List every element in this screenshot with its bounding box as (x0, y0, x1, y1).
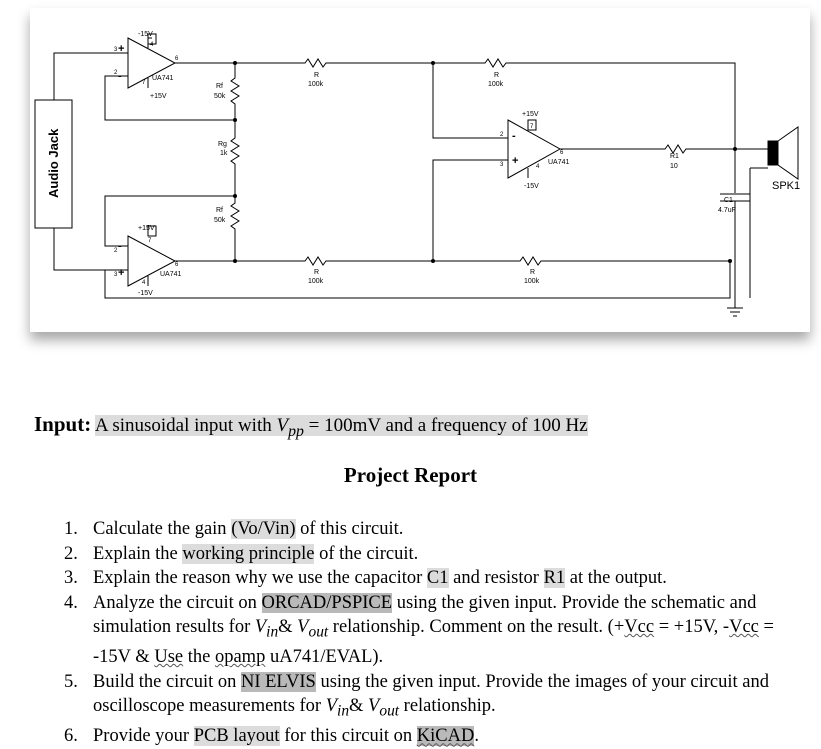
svg-text:R: R (494, 72, 500, 79)
svg-text:-15V: -15V (524, 183, 539, 190)
svg-text:7: 7 (530, 124, 534, 130)
wire-ground-bus (105, 262, 730, 298)
input-spec: A sinusoidal input with $V_{pp} = 100mV$ and a frequency of 100 Hz (94, 415, 588, 440)
list-item: 4. Analyze the circuit on ORCAD/PSPICE using the given input. Provide the schematic and simulation results for $V_{in}\&$ $V_{out}$ relationship. Comment on the result. (+Vcc = +15V, -Vcc = -15V & Use the opamp uA741/EVAL). (64, 592, 774, 668)
svg-text:Rf: Rf (216, 207, 223, 214)
svg-text:2: 2 (114, 248, 118, 254)
svg-text:1k: 1k (220, 150, 228, 157)
svg-text:4: 4 (150, 42, 154, 48)
svg-text:100k: 100k (488, 81, 504, 88)
svg-text:3: 3 (114, 47, 118, 53)
circuit-schematic (30, 8, 810, 332)
svg-text:100k: 100k (308, 278, 324, 285)
resistor-rf-bottom (231, 196, 239, 261)
svg-text:R: R (314, 269, 320, 276)
svg-text:3: 3 (114, 272, 118, 278)
svg-text:Rg: Rg (218, 141, 227, 148)
wire-opamp3-noninv (433, 160, 508, 261)
list-item: 2. Explain the working principle of the circuit. (64, 543, 419, 564)
input-label: Input: (34, 412, 92, 436)
svg-text:+15V: +15V (522, 111, 539, 118)
svg-text:7: 7 (148, 238, 152, 244)
svg-text:100k: 100k (524, 278, 540, 285)
report-title: Project Report (343, 463, 478, 487)
svg-text:+: + (118, 43, 125, 55)
input-description (34, 412, 588, 441)
svg-text:-15V: -15V (138, 290, 153, 297)
svg-text:+15V: +15V (150, 93, 167, 100)
svg-text:10: 10 (670, 163, 678, 170)
audio-jack-label: Audio Jack (46, 128, 61, 198)
list-item: 6. Provide your PCB layout for this circuit on KiCAD. (64, 726, 479, 747)
svg-text:UA741: UA741 (152, 75, 174, 82)
svg-text:C1: C1 (724, 197, 733, 204)
svg-text:-: - (118, 70, 122, 82)
svg-text:2: 2 (114, 70, 118, 76)
list-item: 5. Build the circuit on NI ELVIS using the given input. Provide the images of your circuit and oscilloscope measurements for $V_{in}\&$ $V_{out}$ relationship. (64, 671, 770, 720)
speaker-label: SPK1 (772, 180, 801, 192)
opamp2-body (128, 236, 175, 286)
speaker-magnet (768, 141, 778, 165)
resistor-rg (231, 120, 239, 196)
svg-text:6: 6 (175, 56, 179, 62)
resistor-r-bot1 (235, 257, 433, 265)
svg-text:-: - (118, 240, 122, 252)
list-item: 3. Explain the reason why we use the capacitor C1 and resistor R1 at the output. (64, 568, 667, 588)
svg-text:-: - (512, 130, 516, 142)
svg-text:UA741: UA741 (160, 271, 182, 278)
svg-text:4.7uF: 4.7uF (718, 207, 736, 214)
opamp3-body (508, 120, 560, 178)
svg-text:R: R (314, 72, 320, 79)
resistor-r-top1 (235, 59, 433, 67)
svg-text:50k: 50k (214, 93, 226, 100)
svg-text:-15V: -15V (138, 31, 153, 38)
svg-text:6: 6 (175, 262, 179, 268)
svg-text:+15V: +15V (138, 225, 155, 232)
svg-text:UA741: UA741 (548, 159, 570, 166)
svg-text:R1: R1 (670, 153, 679, 160)
svg-text:2: 2 (500, 132, 504, 138)
svg-text:50k: 50k (214, 217, 226, 224)
svg-text:R: R (530, 269, 536, 276)
svg-text:6: 6 (560, 150, 564, 156)
ground-symbol (727, 262, 743, 316)
resistor-r-top2 (433, 59, 735, 153)
task-list (64, 517, 816, 749)
svg-text:+: + (512, 155, 519, 167)
svg-text:4: 4 (142, 280, 146, 286)
resistor-r1 (560, 145, 750, 153)
svg-text:100k: 100k (308, 81, 324, 88)
svg-text:+: + (118, 267, 125, 279)
speaker-cone (778, 127, 798, 179)
svg-text:7: 7 (142, 80, 146, 86)
svg-text:4: 4 (536, 164, 540, 170)
svg-text:3: 3 (500, 162, 504, 168)
resistor-r-bot2 (433, 257, 730, 265)
resistor-rf-top (231, 63, 239, 120)
schematic-svg (30, 8, 810, 332)
list-item: 1. Calculate the gain (Vo/Vin) of this circuit. (64, 519, 404, 539)
svg-text:Rf: Rf (216, 83, 223, 90)
